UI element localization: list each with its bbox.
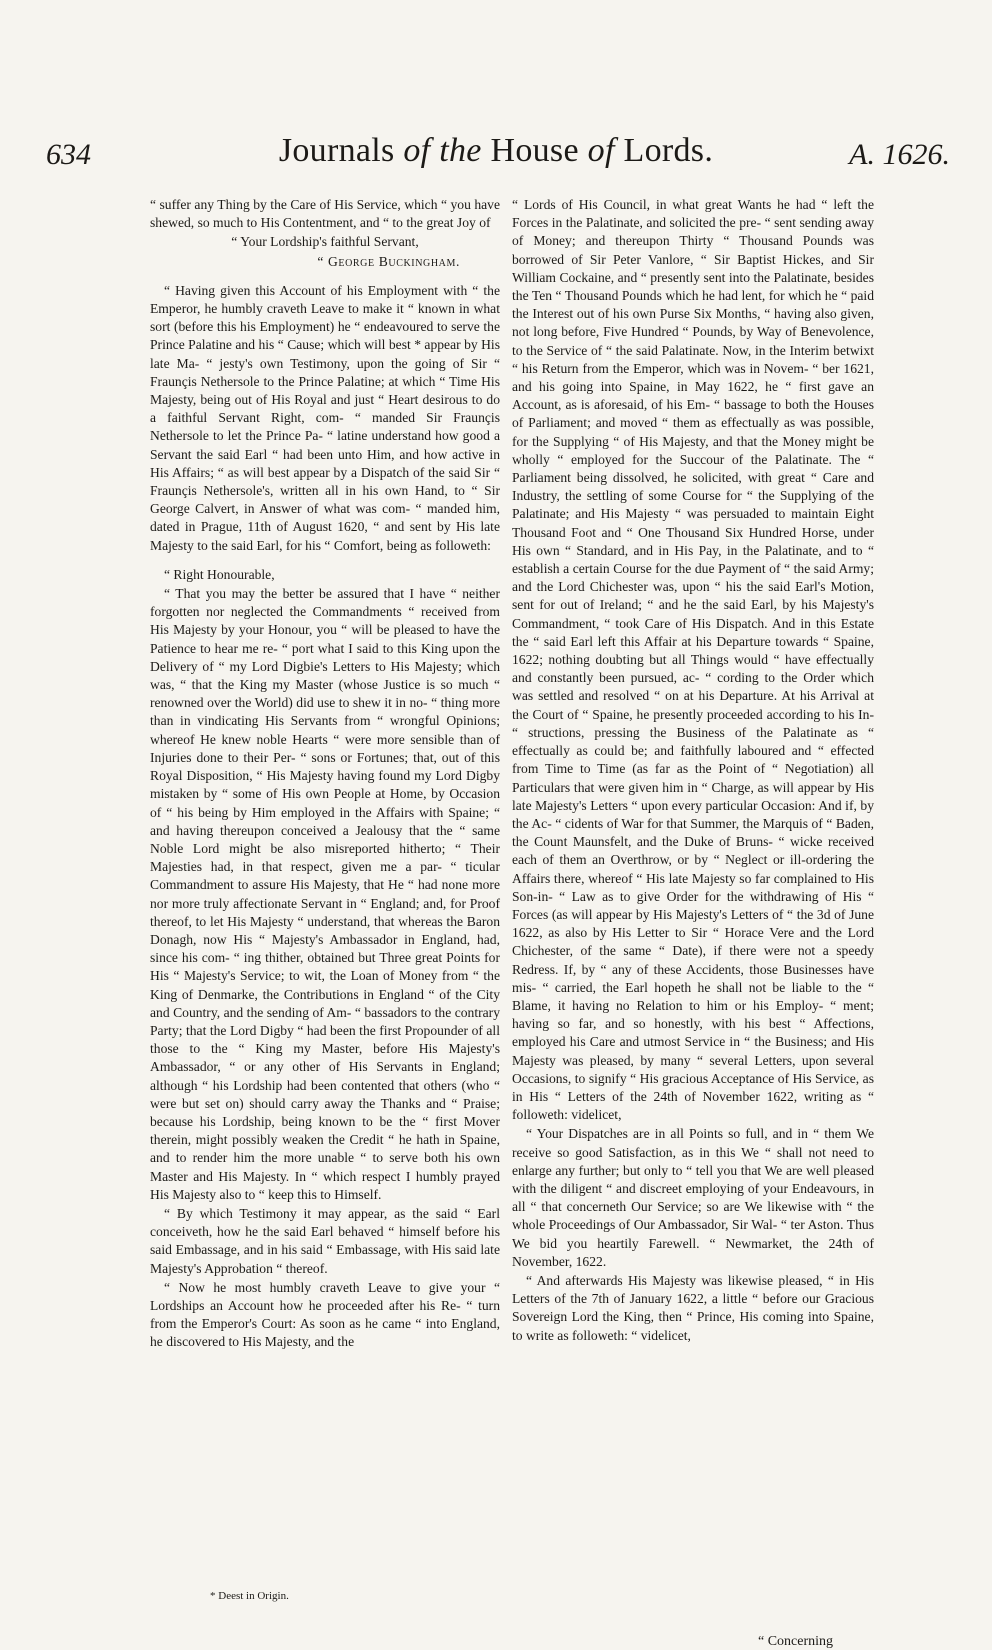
- running-header: [40, 132, 952, 176]
- page-number: 634: [46, 138, 91, 171]
- paragraph: “ And afterwards His Majesty was likewise pleased, “ in His Letters of the 7th of January 1622, a little “ before our Gracious Sovereign Lord the King, then “ Prince, His coming into Spaine, to write as followeth: “ videlicet,: [512, 1272, 874, 1343]
- paragraph: “ Lords of His Council, in what great Wants he had “ left the Forces in the Palatinate, and solicited the pre- “ sent sending away of Money; and thereupon Thirty “ Thousand Pounds was borrowed of Sir Peter Vanlore, “ Sir Baptist Hickes, and Sir William Cockaine, and “ presently sent into the Palatinate, besides the Ten “ Thousand Pounds which he had lent, for which he “ paid the Interest out of his own Purse Six Months, “ having also given, not long before, Five Hundred “ Pounds, by Way of Benevolence, to the Service of “ the said Palatinate. Now, in the Interim betwixt “ his Return from the Emperor, which was in Novem- “ ber 1621, and his going into Spaine, in May 1622, he “ first gave an Account, as is aforesaid, of his Em- “ bassage to both the Houses of Parliament; and moved “ them as effectually as was possible, for the Supplying “ of His Majesty, and that the Money might be wholly “ employed for the Succour of the Palatinate. The “ Parliament being dissolved, he solicited, with great “ Care and Industry, the settling of some Course for “ the Supplying of the Palatinate; and His Majesty “ was persuaded to maintain Eight Thousand Foot and “ One Thousand Six Hundred Horse, under His own “ Standard, and in His Pay, in the Palatinate, and to “ establish a certain Course for the due Payment of “ the said Army; and the Lord Chichester was, upon “ his the said Earl's Motion, sent for out of Ireland; “ and he the said Earl, by his Majesty's Commandment, “ took Care of His Dispatch. And in this Estate the “ said Earl left this Affair at his Departure towards “ Spaine, 1622; nothing doubting but all Things would “ have effectually and constantly been pursued, ac- “ cording to the Order which was settled and resolved “ on at his Departure. At his Arrival at the Court of “ Spaine, he presently proceeded according to his In- “ structions, pressing the Business of the Palatinate as “ effectually as could be; and faithfully laboured and “ effected from Time to Time (as far as the Point of “ Negotiation) all Particulars that were given him in “ Charge, as will appear by His late Majesty's Letters “ upon every particular Occasion: And if, by the Ac- “ cidents of War for that Summer, the Marquis of “ Baden, the Count Maunsfelt, and the Duke of Bruns- “ wicke received each of them an Overthrow, or by “ Neglect or ill-ordering the Affairs there, whereof “ His late Majesty so far complained to His Son-in- “ Law as to give Order for the withdrawing of His “ Forces (as will appear by His Majesty's Letters of “ the 3d of June 1622, as also by His Letter to Sir “ Horace Vere and the Lord Chichester, of the same “ Date), if there were not a speedy Redress. If, by “ any of these Accidents, those Businesses have mis- “ carried, the Earl hopeth he shall not be liable to the “ Blame, it having no Relation to him or his Employ- “ ment; having so far, and so honestly, with his best “ Affections, employed his Care and utmost Service in “ the Business; and His Majesty was pleased, by many “ several Letters, upon several Occasions, to signify “ His gracious Acceptance of His Service, as in His “ Letters of the 24th of November 1622, writing as “ followeth: videlicet,: [512, 197, 874, 1123]
- paragraph: “ suffer any Thing by the Care of His Service, which “ you have shewed, so much to His Contentment, and “ to the great Joy of: [150, 197, 500, 231]
- paragraph: “ Your Dispatches are in all Points so full, and in “ them We receive so good Satisfaction, as in this We “ shall not need to enlarge any further; but only to “ tell you that We are well pleased with the diligent “ and discreet employing of your Endeavours, in all “ that concerneth Our Service; so are We likewise with “ the whole Proceedings of Our Ambassador, Sir Wal- “ ter Aston. Thus We bid you heartily Farewell. “ Newmarket, the 24th of November, 1622.: [512, 1126, 874, 1269]
- year-marker: A. 1626.: [849, 138, 950, 171]
- letter-salutation: “ Right Honourable,: [164, 566, 275, 582]
- catchword: “ Concerning: [758, 1634, 834, 1649]
- paragraph: “ That you may the better be assured that I have “ neither forgotten nor neglected the Commandments “ received from His Majesty by your Honour, you “ will be pleased to have the Patience to hear me re- “ port what I said to this King upon the Delivery of “ my Lord Digbie's Letters to His Majesty; which was, “ that the King my Master (whose Justice is so much “ renowned over the World) did use to shew it in no- “ thing more than in vindicating His Servants from “ wrongful Opinions; whereof He knew noble Hearts “ were more sensible than of Injuries done to their Per- “ sons or Fortunes; that, out of this Royal Disposition, “ His Majesty having found my Lord Digby mistaken by “ some of His own People at Home, by Occasion of “ his being by Him employed in the Affairs with Spaine; “ and having thereupon conceived a Jealousy that the “ same Noble Lord might be also misreported hitherto; “ Their Majesties had, in that respect, given me a par- “ ticular Commandment to assure His Majesty, that He “ had none more nor more truly affectionate Servant in “ England; and, for Proof thereof, to let His Majesty “ understand, that whereas the Baron Donagh, now His “ Majesty's Ambassador in England, had, since his com- “ ing thither, obtained but Three great Points for His “ Majesty's Service; to wit, the Loan of Money from “ the King of Denmarke, the Contributions in England “ of the City and Country, and the sending of Am- “ bassadors to the contrary Party; that the Lord Digby “ had been the first Propounder of all those to the “ King my Master, before His Majesty's Ambassador, “ or any other of His Servants in England; although “ his Lordship had been contented that others (who “ were but set on) should carry away the Thanks and “ Praise; because his Lordship, being known to be the “ first Mover therein, might possibly weaken the Credit “ he hath in Spaine, and to render him the more unable “ to serve both his own Master and His Majesty. In “ which respect I humbly prayed His Majesty also to “ keep this to Himself.: [150, 586, 500, 1202]
- right-column: [512, 196, 874, 1346]
- title-lords: Lords.: [614, 132, 714, 169]
- title-journals: Journals: [278, 132, 395, 169]
- letter-signature: “ George Buckingham.: [317, 253, 460, 269]
- title-house: House: [481, 132, 588, 169]
- paragraph: “ Now he most humbly craveth Leave to give your “ Lordships an Account how he proceeded after his Re- “ turn from the Emperor's Court: As soon as he came “ into England, he discovered to His Majesty, and the: [150, 1279, 500, 1350]
- title-of-2: of: [587, 132, 615, 169]
- running-title: [40, 132, 952, 170]
- left-column: [150, 196, 500, 1353]
- paragraph: “ By which Testimony it may appear, as the said “ Earl conceiveth, how he the said Earl behaved “ himself before his said Embassage, and in his said “ Embassage, with His said late Majesty's Approbation “ thereof.: [150, 1205, 500, 1276]
- title-the: the: [439, 132, 482, 169]
- title-of-1: of: [394, 132, 440, 169]
- letter-closing: “ Your Lordship's faithful Servant,: [231, 234, 419, 250]
- footnote: * Deest in Origin.: [210, 1590, 289, 1602]
- paragraph: “ Having given this Account of his Employment with “ the Emperor, he humbly craveth Leave to make it “ known in what sort (before this his Employment) he “ endeavoured to serve the Prince Palatine and his “ Cause; which will best * appear by His late Ma- “ jesty's own Testimony, upon the going of Sir “ Fraunçis Nethersole to the Prince Palatine; at which “ Time His Majesty, being out of His Royal and just “ Heart desirous to do a faithful Servant Right, com- “ manded Sir Fraunçis Nethersole to let the Prince Pa- “ latine understand how good a Servant the said Earl “ had been unto Him, and how active in His Affairs; “ as will best appear by a Dispatch of the said Sir “ Fraunçis Nethersole's, written all in his own Hand, to “ Sir George Calvert, in Answer of what was com- “ manded him, dated in Prague, 11th of August 1620, “ and sent by His late Majesty to the said Earl, for his “ Comfort, being as followeth:: [150, 282, 500, 553]
